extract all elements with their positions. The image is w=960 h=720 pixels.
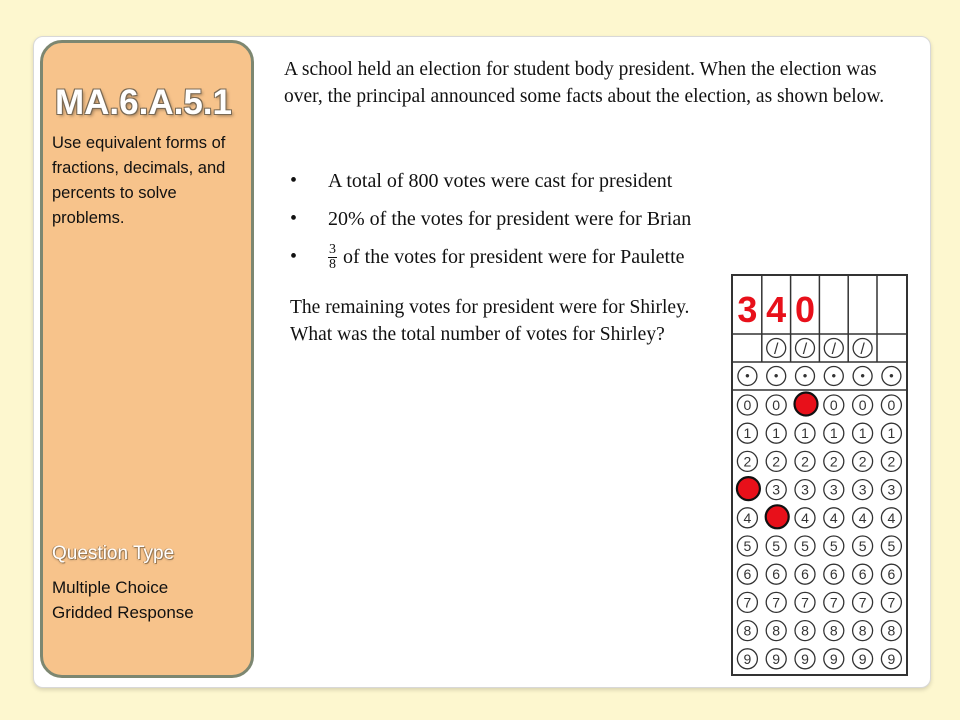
standard-code: MA.6.A.5.1 (55, 83, 232, 122)
facts-list (290, 162, 691, 276)
digit-bubble-label: 9 (801, 650, 809, 667)
digit-bubble-label: 6 (887, 566, 896, 583)
digit-bubble-label: 9 (858, 650, 867, 667)
fraction-numerator: 3 (329, 241, 336, 257)
digit-bubble-label: 3 (887, 481, 896, 498)
gridded-response-grid (731, 274, 908, 676)
digit-bubble-label: 5 (829, 538, 838, 554)
filled-bubble (737, 477, 760, 500)
fraction-bubble-label: / (831, 341, 837, 358)
digit-bubble-label: 0 (829, 397, 838, 413)
bullet-icon: • (290, 245, 298, 268)
digit-bubble-label: 8 (829, 622, 838, 639)
digit-bubble-label: 7 (887, 594, 896, 611)
question-type-item: Multiple Choice (52, 578, 169, 597)
digit-bubble-label: 6 (772, 566, 781, 583)
fraction-bubble-label: / (860, 341, 865, 358)
bullet-icon: • (290, 207, 298, 230)
digit-bubble-label: 8 (858, 622, 867, 639)
decimal-bubble-label: • (889, 368, 894, 383)
standard-sidebar (40, 40, 254, 678)
digit-bubble-label: 5 (887, 538, 896, 554)
digit-bubble-label: 8 (772, 622, 781, 639)
digit-bubble-label: 5 (801, 538, 809, 554)
question-type-heading: Question Type (52, 543, 175, 564)
digit-bubble-label: 7 (801, 594, 809, 611)
decimal-bubble-label: • (860, 368, 865, 383)
fact-text: of the votes for president were for Paulette (343, 245, 685, 268)
standard-description: Use equivalent forms of fractions, decimals, and percents to solve problems. (52, 134, 226, 227)
answer-digit: 3 (737, 289, 758, 330)
fact-item (290, 238, 691, 276)
digit-bubble-label: 5 (858, 538, 867, 554)
digit-bubble-label: 6 (858, 566, 867, 583)
digit-bubble-label: 3 (772, 481, 781, 498)
fact-text: 20% of the votes for president were for Brian (328, 207, 692, 230)
filled-bubble (766, 505, 789, 528)
digit-bubble-label: 1 (858, 425, 867, 442)
digit-bubble-label: 6 (829, 566, 838, 583)
digit-bubble-label: 7 (743, 594, 752, 611)
digit-bubble-label: 0 (887, 397, 896, 413)
digit-bubble-label: 8 (887, 622, 896, 639)
digit-bubble-label: 0 (772, 397, 781, 413)
fraction-denominator: 8 (329, 256, 336, 272)
digit-bubble-label: 5 (743, 538, 752, 554)
question-prompt: The remaining votes for president were for Shirley. What was the total number of votes for Shirley? (290, 297, 690, 345)
digit-bubble-label: 2 (801, 453, 809, 470)
digit-bubble-label: 1 (887, 425, 896, 442)
digit-bubble-label: 7 (829, 594, 838, 611)
digit-bubble-label: 1 (829, 425, 838, 442)
digit-bubble-label: 9 (829, 650, 838, 667)
fact-text: A total of 800 votes were cast for president (328, 169, 673, 192)
digit-bubble-label: 3 (829, 481, 838, 498)
decimal-bubble-label: • (831, 368, 837, 383)
question-type-item: Gridded Response (52, 603, 194, 622)
fact-item (290, 200, 691, 238)
digit-bubble-label: 2 (772, 453, 781, 470)
digit-bubble-label: 6 (801, 566, 809, 583)
digit-bubble-label: 9 (772, 650, 781, 667)
fraction (328, 243, 337, 272)
digit-bubble-label: 1 (772, 425, 781, 442)
digit-bubble-label: 4 (743, 509, 752, 526)
digit-bubble-label: 2 (743, 453, 752, 470)
digit-bubble-label: 1 (801, 425, 809, 442)
decimal-bubble-label: • (773, 368, 779, 383)
decimal-bubble-label: • (745, 368, 750, 383)
fraction-bubble-label: / (802, 341, 808, 358)
digit-bubble-label: 7 (858, 594, 867, 611)
digit-bubble-label: 3 (858, 481, 867, 498)
digit-bubble-label: 6 (743, 566, 752, 583)
digit-bubble-label: 9 (743, 650, 752, 667)
fraction-bubble-label: / (773, 341, 779, 358)
filled-bubble (795, 393, 818, 416)
digit-bubble-label: 4 (829, 509, 838, 526)
digit-bubble-label: 2 (858, 453, 867, 470)
digit-bubble-label: 2 (829, 453, 838, 470)
digit-bubble-label: 0 (743, 397, 752, 413)
digit-bubble-label: 8 (801, 622, 809, 639)
digit-bubble-label: 3 (801, 481, 809, 498)
answer-digit: 4 (766, 289, 787, 330)
fact-item (290, 162, 691, 200)
bullet-icon: • (290, 169, 298, 192)
digit-bubble-label: 7 (772, 594, 781, 611)
answer-grid-svg (733, 276, 906, 674)
digit-bubble-label: 5 (772, 538, 781, 554)
digit-bubble-label: 4 (858, 509, 867, 526)
digit-bubble-label: 0 (858, 397, 867, 413)
digit-bubble-label: 4 (801, 509, 809, 526)
decimal-bubble-label: • (802, 368, 808, 383)
answer-digit: 0 (794, 289, 816, 330)
digit-bubble-label: 4 (887, 509, 896, 526)
digit-bubble-label: 2 (887, 453, 896, 470)
question-intro: A school held an election for student body president. When the election was over, the principal announced some facts about the election, as shown below. (284, 59, 885, 107)
digit-bubble-label: 8 (743, 622, 752, 639)
digit-bubble-label: 1 (743, 425, 752, 442)
digit-bubble-label: 9 (887, 650, 896, 667)
